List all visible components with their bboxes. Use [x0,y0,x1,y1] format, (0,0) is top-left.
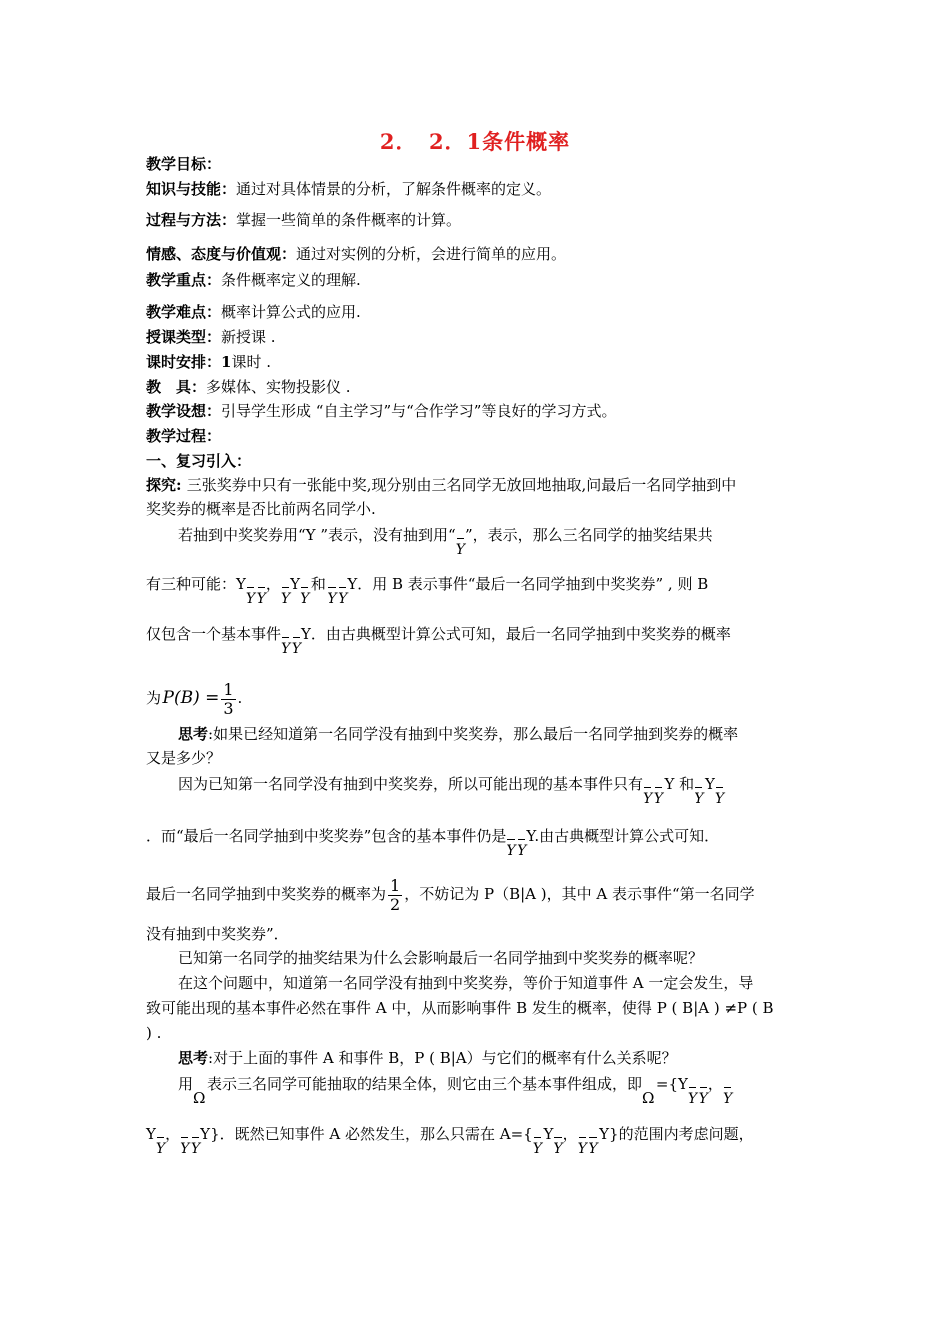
line-think-1 [178,724,738,744]
ybar-symbol: Y [653,791,664,807]
text-run: 课时 . [231,353,271,371]
text-run: Ω [641,1089,655,1107]
line-problem [178,973,753,993]
text-run: 思考 [178,1049,209,1067]
text-run: 一、复习引入： [146,452,252,470]
ybar-symbol: Y [517,843,527,859]
text-run: 新授课 . [221,328,276,346]
ybar-symbol: Y [327,591,337,607]
text-run: Y [543,1125,554,1143]
ybar-symbol: Y [300,591,310,607]
heading-review [146,451,251,471]
text-run: ) . [146,1024,162,1042]
line-think-2 [178,1048,677,1068]
text-run: 教学过程： [146,427,222,445]
text-run: 三张奖券中只有一张能中奖,现分别由三名同学无放回地抽取,问最后一名同学抽到中 [186,476,737,494]
text-run: 通过对具体情景的分析，了解条件概率的定义。 [236,180,552,198]
text-run: Y 和 [664,775,695,793]
text-run: 掌握一些简单的条件概率的计算。 [236,211,462,229]
fraction-one-third [221,681,235,718]
text-run: 1 [223,679,234,699]
text-run: 教学难点： [146,303,222,321]
text-run: ， [707,1075,723,1093]
text-run: 授课类型： [146,328,222,346]
ybar-symbol: Y [643,791,653,807]
text-run: 致可能出现的基本事件必然在事件 A 中，从而影响事件 B 发生的概率，使得 P ( B|A ) ≠P ( B [146,999,774,1017]
text-run: 在这个问题中，知道第一名同学没有抽到中奖奖券，等价于知道事件 A 一定会发生，导 [178,974,754,992]
text-run: ．而“最后一名同学抽到中奖奖券”包含的基本事件仍是 [146,827,507,845]
text-run: 1 [390,875,401,895]
text-run: 仅包含一个基本事件 [146,625,282,643]
text-run: 教学重点： [146,271,222,289]
text-run: 表示三名同学可能抽取的结果全体，则它由三个基本事件组成，即 [206,1075,642,1093]
line-omega-2 [146,1124,754,1157]
line-because [178,774,725,807]
page-title: 2． 2．1条件概率 [379,129,571,154]
ybar-symbol: Y [553,1141,563,1157]
line-tools [146,377,351,397]
line-knowledge [146,179,551,199]
line-problem-2 [146,998,774,1018]
text-run: 为 [146,689,162,707]
text-run: 最后一名同学抽到中奖奖券的概率为 [146,885,387,903]
ybar-symbol: Y [698,1091,708,1107]
text-run: 知识与技能： [146,180,237,198]
ybar-symbol: Y [256,591,266,607]
line-outcomes [146,574,709,607]
fraction-one-half [388,877,402,914]
line-notation [178,525,713,558]
line-question [178,948,703,968]
line-class-type [146,327,276,347]
text-run: 又是多少？ [146,749,222,767]
text-run: Y [146,1125,156,1143]
text-run: 3 [223,698,234,718]
text-run: 奖奖券的概率是否比前两名同学小. [146,500,376,518]
line-explore-2 [146,499,376,519]
heading-process [146,426,221,446]
text-run: 引导学生形成 “自主学习”与“合作学习”等良好的学习方式。 [221,402,617,420]
text-run: 1 [221,353,232,371]
text-run: 过程与方法： [146,211,237,229]
text-run: 没有抽到中奖奖券”． [146,925,289,943]
line-schedule [146,352,271,372]
text-run: Y [704,775,715,793]
text-run: 条件概率定义的理解. [221,271,361,289]
text-run: ”，表示，那么三名同学的抽奖结果共 [464,526,713,544]
text-run: 通过对实例的分析，会进行简单的应用。 [296,245,567,263]
text-run: ， [265,575,281,593]
text-run: 和 [310,575,326,593]
text-run: 教 具： [146,378,207,396]
ybar-symbol: Y [714,791,725,807]
text-run: 因为已知第一名同学没有抽到中奖奖券，所以可能出现的基本事件只有 [178,775,644,793]
text-run: Y}．既然已知事件 A 必然发生，那么只需在 A={ [200,1125,533,1143]
omega-symbol: Ω [193,1089,206,1107]
text-run: 若抽到中奖奖券用“Y ”表示，没有抽到用“ [178,526,456,544]
ybar-symbol: Y [280,591,291,607]
ybar-symbol: Y [190,1141,201,1157]
text-run: 思考 [178,725,209,743]
ybar-symbol: Y [180,1141,190,1157]
text-run: . [237,689,243,707]
ybar-symbol: Y [245,591,256,607]
text-run: :如果已经知道第一名同学没有抽到中奖奖券，那么最后一名同学抽到奖券的概率 [208,725,739,743]
line-process [146,210,461,230]
text-run: 已知第一名同学的抽奖结果为什么会影响最后一名同学抽到中奖奖券的概率呢？ [178,949,704,967]
line-still [146,826,720,859]
text-run: Y．用 B 表示事件“最后一名同学抽到中奖奖券” , 则 B [347,575,709,593]
line-emotion [146,244,566,264]
text-run: 2 [390,894,401,914]
ybar-symbol: Y [155,1141,166,1157]
ybar-symbol: Y [687,1091,698,1107]
text-run: 课时安排： [146,353,222,371]
text-run: ={Y [655,1075,688,1093]
text-run: 探究: [146,476,187,494]
text-run: :对于上面的事件 A 和事件 B，P ( B|A）与它们的概率有什么关系呢？ [208,1049,677,1067]
ybar-symbol: Y [281,641,291,657]
heading-objectives [146,154,221,174]
ybar-symbol: Y [722,1091,733,1107]
line-omega [178,1074,733,1107]
ybar-symbol: Y [588,1141,598,1157]
line-think-1b [146,748,221,768]
text-run: ， [562,1125,578,1143]
ybar-symbol: Y [455,542,465,558]
line-basic-event [146,624,731,657]
line-key-point [146,270,361,290]
text-run: 多媒体、实物投影仪 . [206,378,351,396]
line-half-2 [146,924,289,944]
ybar-symbol: Y [506,843,516,859]
text-run: Y.由古典概型计算公式可知． [526,827,720,845]
text-run: 有三种可能：Y [146,575,246,593]
ybar-symbol: Y [577,1141,587,1157]
line-explore [146,475,736,495]
line-probability [146,676,242,720]
line-design [146,401,616,421]
text-run: ，不妨记为 P（B|A )，其中 A 表示事件“第一名同学 [404,885,755,903]
text-run: ， [165,1125,181,1143]
ybar-symbol: Y [694,791,704,807]
ybar-symbol: Y [532,1141,542,1157]
text-run: 教学设想： [146,402,222,420]
line-problem-3 [146,1023,161,1043]
text-run: 教学目标： [146,155,222,173]
line-half [146,872,755,916]
ybar-symbol: Y [291,641,302,657]
ybar-symbol: Y [338,591,348,607]
text-run: P(B) = [162,688,220,708]
line-difficulty [146,302,361,322]
text-run: 情感、态度与价值观： [146,245,297,263]
text-run: Y [290,575,301,593]
text-run: 概率计算公式的应用. [221,303,361,321]
text-run: 用 [178,1075,194,1093]
text-run: Y}的范围内考虑问题， [599,1125,754,1143]
text-run: Y．由古典概型计算公式可知，最后一名同学抽到中奖奖券的概率 [301,625,731,643]
